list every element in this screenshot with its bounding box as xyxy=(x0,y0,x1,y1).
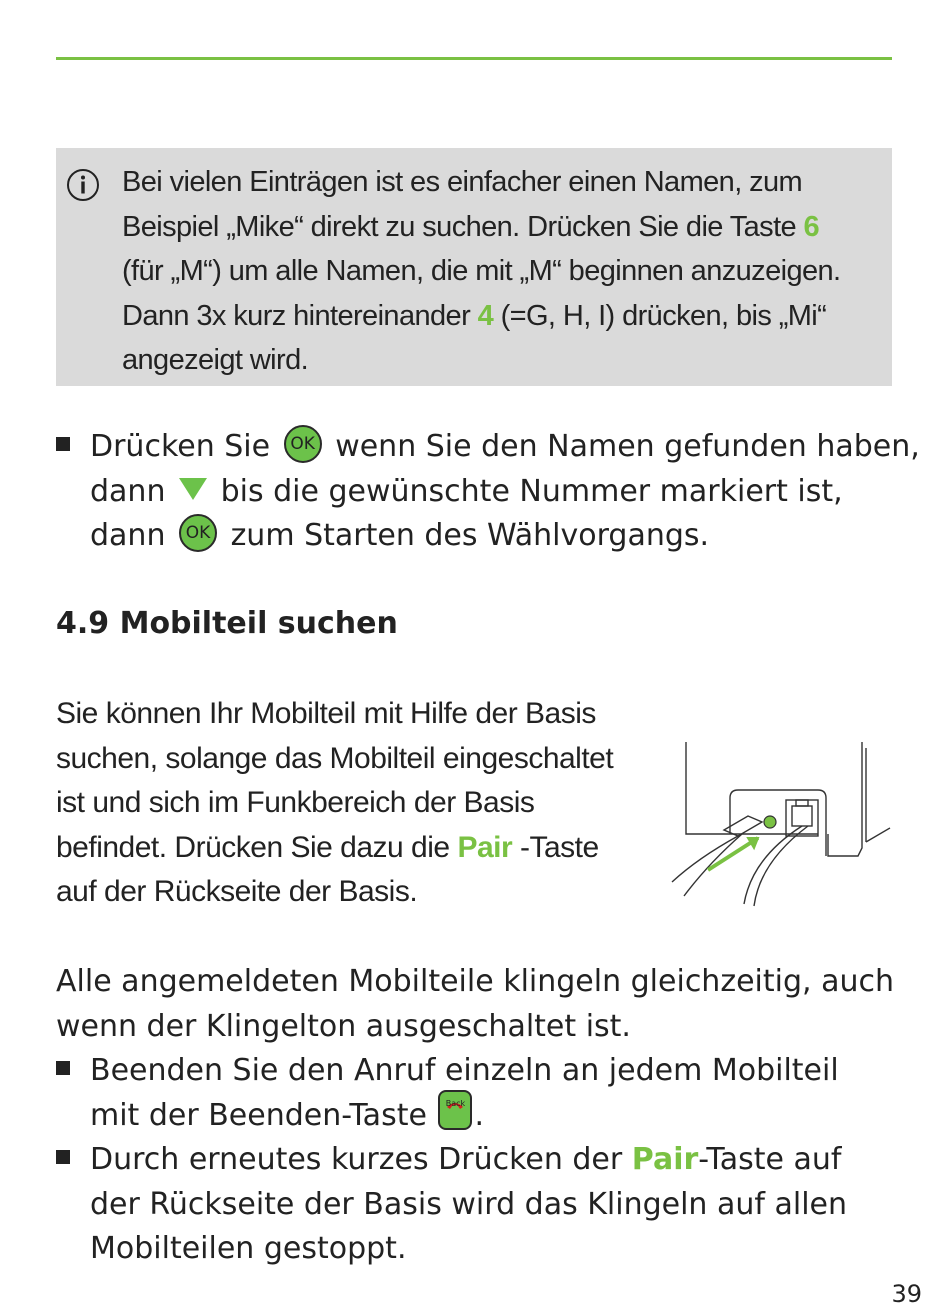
bullet-square xyxy=(56,1150,70,1164)
note-line: Dann 3x kurz hintereinander 4 (=G, H, I) drücken, bis „Mi“ xyxy=(122,299,827,332)
section-heading: 4.9 Mobilteil suchen xyxy=(56,606,398,641)
bullet-ok: Drücken Sie OK wenn Sie den Namen gefunden haben, dann bis die gewünschte Nummer markiert ist, dann OK zum Starten des Wählvorgangs. xyxy=(56,425,920,559)
section-paragraph: Sie können Ihr Mobilteil mit Hilfe der Basis suchen, solange das Mobilteil eingeschaltet ist und sich im Funkbereich der Basis befindet. Drücken Sie dazu die Pair -Taste auf der Rückseite der Basis. xyxy=(56,697,614,908)
note-line: angezeigt wird. xyxy=(122,344,309,376)
pair-key-label: Pair xyxy=(631,1142,699,1177)
info-note xyxy=(56,148,892,386)
base-station-illustration xyxy=(668,738,894,908)
key-6: 6 xyxy=(803,210,820,243)
note-text xyxy=(122,160,882,383)
top-rule xyxy=(56,57,892,60)
end-call-button-icon: Back xyxy=(438,1090,472,1130)
ringing-paragraph: Alle angemeldeten Mobilteile klingeln gleichzeitig, auch wenn der Klingelton ausgeschaltet ist. xyxy=(56,964,894,1044)
bullet-square xyxy=(56,1061,70,1075)
ok-button-icon: OK xyxy=(284,425,322,463)
page-number: 39 xyxy=(891,1280,922,1308)
bullet-end-call: Beenden Sie den Anruf einzeln an jedem Mobilteil mit der Beenden-Taste Back . xyxy=(56,1049,839,1138)
note-line: Beispiel „Mike“ direkt zu suchen. Drücken Sie die Taste 6 xyxy=(122,210,820,243)
bullet-pair-stop: Durch erneutes kurzes Drücken der Pair-Taste auf der Rückseite der Basis wird das Klingeln auf allen Mobilteilen gestoppt. xyxy=(56,1138,847,1272)
key-4: 4 xyxy=(477,299,494,332)
down-arrow-icon xyxy=(179,478,207,500)
note-line: (für „M“) um alle Namen, die mit „M“ beginnen anzuzeigen. xyxy=(122,255,841,287)
ok-button-icon: OK xyxy=(179,514,217,552)
pair-key-label: Pair xyxy=(457,830,513,864)
info-icon xyxy=(66,168,100,202)
bullet-square xyxy=(56,437,70,451)
note-line: Bei vielen Einträgen ist es einfacher einen Namen, zum xyxy=(122,166,803,198)
